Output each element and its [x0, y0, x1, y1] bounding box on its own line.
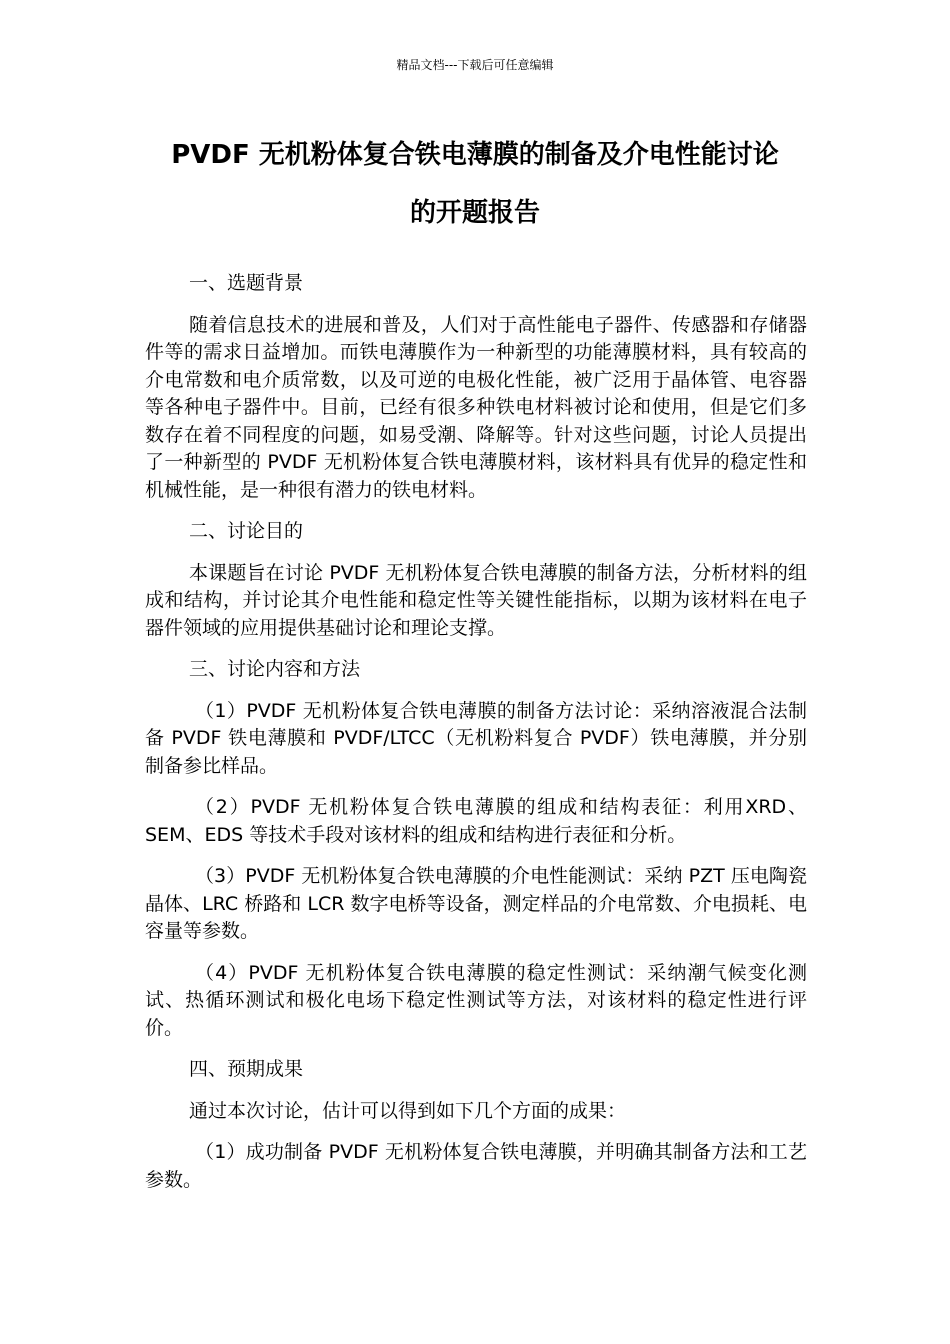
method-item-2: （2）PVDF 无机粉体复合铁电薄膜的组成和结构表征：利用XRD、SEM、EDS 等技术手段对该材料的组成和结构进行表征和分析。: [145, 796, 807, 846]
section-heading-content-methods: 三、讨论内容和方法: [189, 658, 361, 680]
document-title-line-1: PVDF 无机粉体复合铁电薄膜的制备及介电性能讨论: [171, 140, 779, 170]
method-item-4: （4）PVDF 无机粉体复合铁电薄膜的稳定性测试：采纳潮气候变化测试、热循环测试和极化电场下稳定性测试等方法，对该材料的稳定性进行评价。: [145, 961, 807, 1039]
document-body: [145, 270, 807, 1208]
section-heading-expected-results: 四、预期成果: [189, 1058, 304, 1080]
document-title-line-2: 的开题报告: [409, 198, 540, 228]
purpose-paragraph: 本课题旨在讨论 PVDF 无机粉体复合铁电薄膜的制备方法，分析材料的组成和结构，并讨论其介电性能和稳定性等关键性能指标，以期为该材料在电子器件领域的应用提供基础讨论和理论支撑。: [145, 561, 807, 639]
expected-results-intro: 通过本次讨论，估计可以得到如下几个方面的成果：: [189, 1099, 627, 1122]
page-header: 精品文档---下载后可任意编辑: [396, 58, 554, 72]
method-item-1: （1）PVDF 无机粉体复合铁电薄膜的制备方法讨论：采纳溶液混合法制备 PVDF 铁电薄膜和 PVDF/LTCC（无机粉料复合 PVDF）铁电薄膜，并分别制备参比样品。: [145, 699, 807, 777]
section-heading-background: 一、选题背景: [189, 272, 304, 294]
background-paragraph: 随着信息技术的进展和普及，人们对于高性能电子器件、传感器和存储器件等的需求日益增加。而铁电薄膜作为一种新型的功能薄膜材料，具有较高的介电常数和电介质常数，以及可逆的电极化性能，被广泛用于晶体管、电容器等各种电子器件中。目前，已经有很多种铁电材料被讨论和使用，但是它们多数存在着不同程度的问题，如易受潮、降解等。针对这些问题，讨论人员提出了一种新型的 PVDF 无机粉体复合铁电薄膜材料，该材料具有优异的稳定性和机械性能，是一种很有潜力的铁电材料。: [145, 313, 807, 501]
method-item-3: （3）PVDF 无机粉体复合铁电薄膜的介电性能测试：采纳 PZT 压电陶瓷晶体、LRC 桥路和 LCR 数字电桥等设备，测定样品的介电常数、介电损耗、电容量等参数。: [145, 865, 807, 942]
section-heading-purpose: 二、讨论目的: [189, 520, 304, 542]
result-item-1: （1）成功制备 PVDF 无机粉体复合铁电薄膜，并明确其制备方法和工艺参数。: [145, 1141, 807, 1191]
